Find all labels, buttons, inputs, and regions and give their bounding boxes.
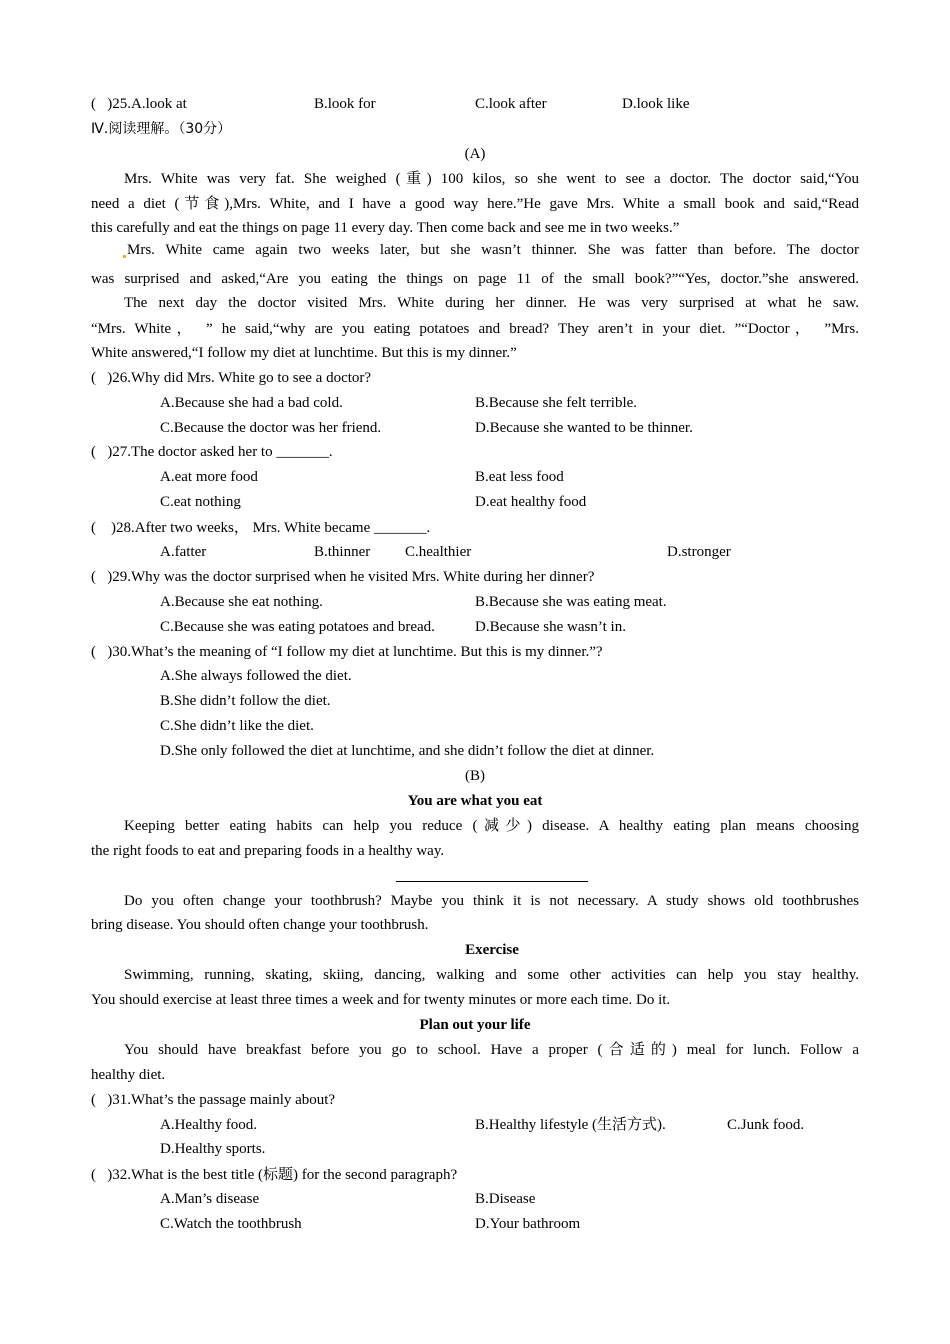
q29-option-a: A.Because she eat nothing.: [160, 594, 323, 610]
q31-option-b: B.Healthy lifestyle (生活方式).: [475, 1117, 666, 1133]
q27-stem: ( )27.The doctor asked her to _______.: [91, 444, 333, 460]
q29-option-d: D.Because she wasn’t in.: [475, 619, 626, 635]
q32-option-d: D.Your bathroom: [475, 1216, 581, 1232]
q32-option-a: A.Man’s disease: [160, 1191, 260, 1207]
passage-b-p1-line2: the right foods to eat and preparing foods in a healthy way.: [91, 843, 445, 859]
q30-option-d: D.She only followed the diet at lunchtime, and she didn’t follow the diet at dinner.: [160, 743, 655, 759]
passage-a-p2-line2: was surprised and asked,“Are you eating the things on page 11 of the small book?”“Yes, doctor.”she answered.: [91, 271, 859, 287]
passage-b-p3-line1: Swimming, running, skating, skiing, dancing, walking and some other activities can help you stay healthy.: [124, 967, 859, 983]
q26-option-c: C.Because the doctor was her friend.: [160, 420, 382, 436]
passage-a-label: (A): [464, 146, 486, 162]
passage-a-p1-line1: Mrs. White was very fat. She weighed (重) 100 kilos, so she went to see a doctor. The doctor said,“You: [124, 171, 859, 187]
highlight-mark: [123, 255, 126, 258]
q31-stem: ( )31.What’s the passage mainly about?: [91, 1092, 336, 1108]
q27-option-a: A.eat more food: [160, 469, 258, 485]
q28-option-b: B.thinner: [314, 544, 371, 560]
passage-a-p3-line3: White answered,“I follow my diet at lunchtime. But this is my dinner.”: [91, 345, 517, 361]
q26-option-a: A.Because she had a bad cold.: [160, 395, 343, 411]
passage-a-p1-line3: this carefully and eat the things on page 11 every day. Then come back and see me in two weeks.”: [91, 220, 680, 236]
q31-option-d: D.Healthy sports.: [160, 1141, 266, 1157]
passage-b-p4-line2: healthy diet.: [91, 1067, 166, 1083]
passage-b-p3-line2: You should exercise at least three times a week and for twenty minutes or more each time. Do it.: [91, 992, 671, 1008]
q26-stem: ( )26.Why did Mrs. White go to see a doctor?: [91, 370, 372, 386]
passage-b-title: You are what you eat: [407, 793, 543, 809]
q32-option-c: C.Watch the toothbrush: [160, 1216, 302, 1232]
q27-option-c: C.eat nothing: [160, 494, 241, 510]
q25-option-c: C.look after: [475, 96, 547, 112]
passage-b-p2-line2: bring disease. You should often change your toothbrush.: [91, 917, 429, 933]
q28-stem: ( )28.After two weeks， Mrs. White became _______.: [91, 520, 431, 536]
q31-option-a: A.Healthy food.: [160, 1117, 258, 1133]
q32-option-b: B.Disease: [475, 1191, 536, 1207]
q28-option-d: D.stronger: [667, 544, 731, 560]
section-heading: Ⅳ.阅读理解。（30分）: [91, 121, 232, 137]
missing-heading-blank: [396, 881, 588, 882]
q32-stem: ( )32.What is the best title (标题) for the second paragraph?: [91, 1167, 458, 1183]
passage-a-p3-line1: The next day the doctor visited Mrs. White during her dinner. He was very surprised at what he saw.: [124, 295, 859, 311]
q27-option-d: D.eat healthy food: [475, 494, 587, 510]
q28-option-c: C.healthier: [405, 544, 472, 560]
q29-stem: ( )29.Why was the doctor surprised when he visited Mrs. White during her dinner?: [91, 569, 595, 585]
passage-a-p2-line1: Mrs. White came again two weeks later, but she wasn’t thinner. She was fatter than before. The doctor: [127, 242, 859, 258]
q25-option-a: ( )25.A.look at: [91, 96, 187, 112]
q29-option-b: B.Because she was eating meat.: [475, 594, 667, 610]
passage-b-p2-line1: Do you often change your toothbrush? Maybe you think it is not necessary. A study shows old toothbrushes: [124, 893, 859, 909]
q25-option-d: D.look like: [622, 96, 690, 112]
q30-option-b: B.She didn’t follow the diet.: [160, 693, 331, 709]
passage-b-p1-line1: Keeping better eating habits can help you reduce (减少) disease. A healthy eating plan means choosing: [124, 818, 859, 834]
q28-option-a: A.fatter: [160, 544, 207, 560]
q30-stem: ( )30.What’s the meaning of “I follow my diet at lunchtime. But this is my dinner.”?: [91, 644, 603, 660]
q30-option-a: A.She always followed the diet.: [160, 668, 352, 684]
q29-option-c: C.Because she was eating potatoes and bread.: [160, 619, 435, 635]
q31-option-c: C.Junk food.: [727, 1117, 805, 1133]
passage-b-p4-line1: You should have breakfast before you go to school. Have a proper (合适的) meal for lunch. Follow a: [124, 1042, 859, 1058]
passage-a-p3-line2: “Mrs. White， ” he said,“why are you eating potatoes and bread? They aren’t in your diet. ”“Doctor， ”Mrs.: [91, 321, 859, 337]
q30-option-c: C.She didn’t like the diet.: [160, 718, 314, 734]
heading-exercise: Exercise: [465, 942, 519, 958]
q27-option-b: B.eat less food: [475, 469, 564, 485]
q26-option-b: B.Because she felt terrible.: [475, 395, 638, 411]
q25-option-b: B.look for: [314, 96, 376, 112]
passage-b-label: (B): [465, 768, 485, 784]
heading-plan: Plan out your life: [419, 1017, 531, 1033]
passage-a-p1-line2: need a diet (节食),Mrs. White, and I have a good way here.”He gave Mrs. White a small book and said,“Read: [91, 196, 859, 212]
q26-option-d: D.Because she wanted to be thinner.: [475, 420, 693, 436]
